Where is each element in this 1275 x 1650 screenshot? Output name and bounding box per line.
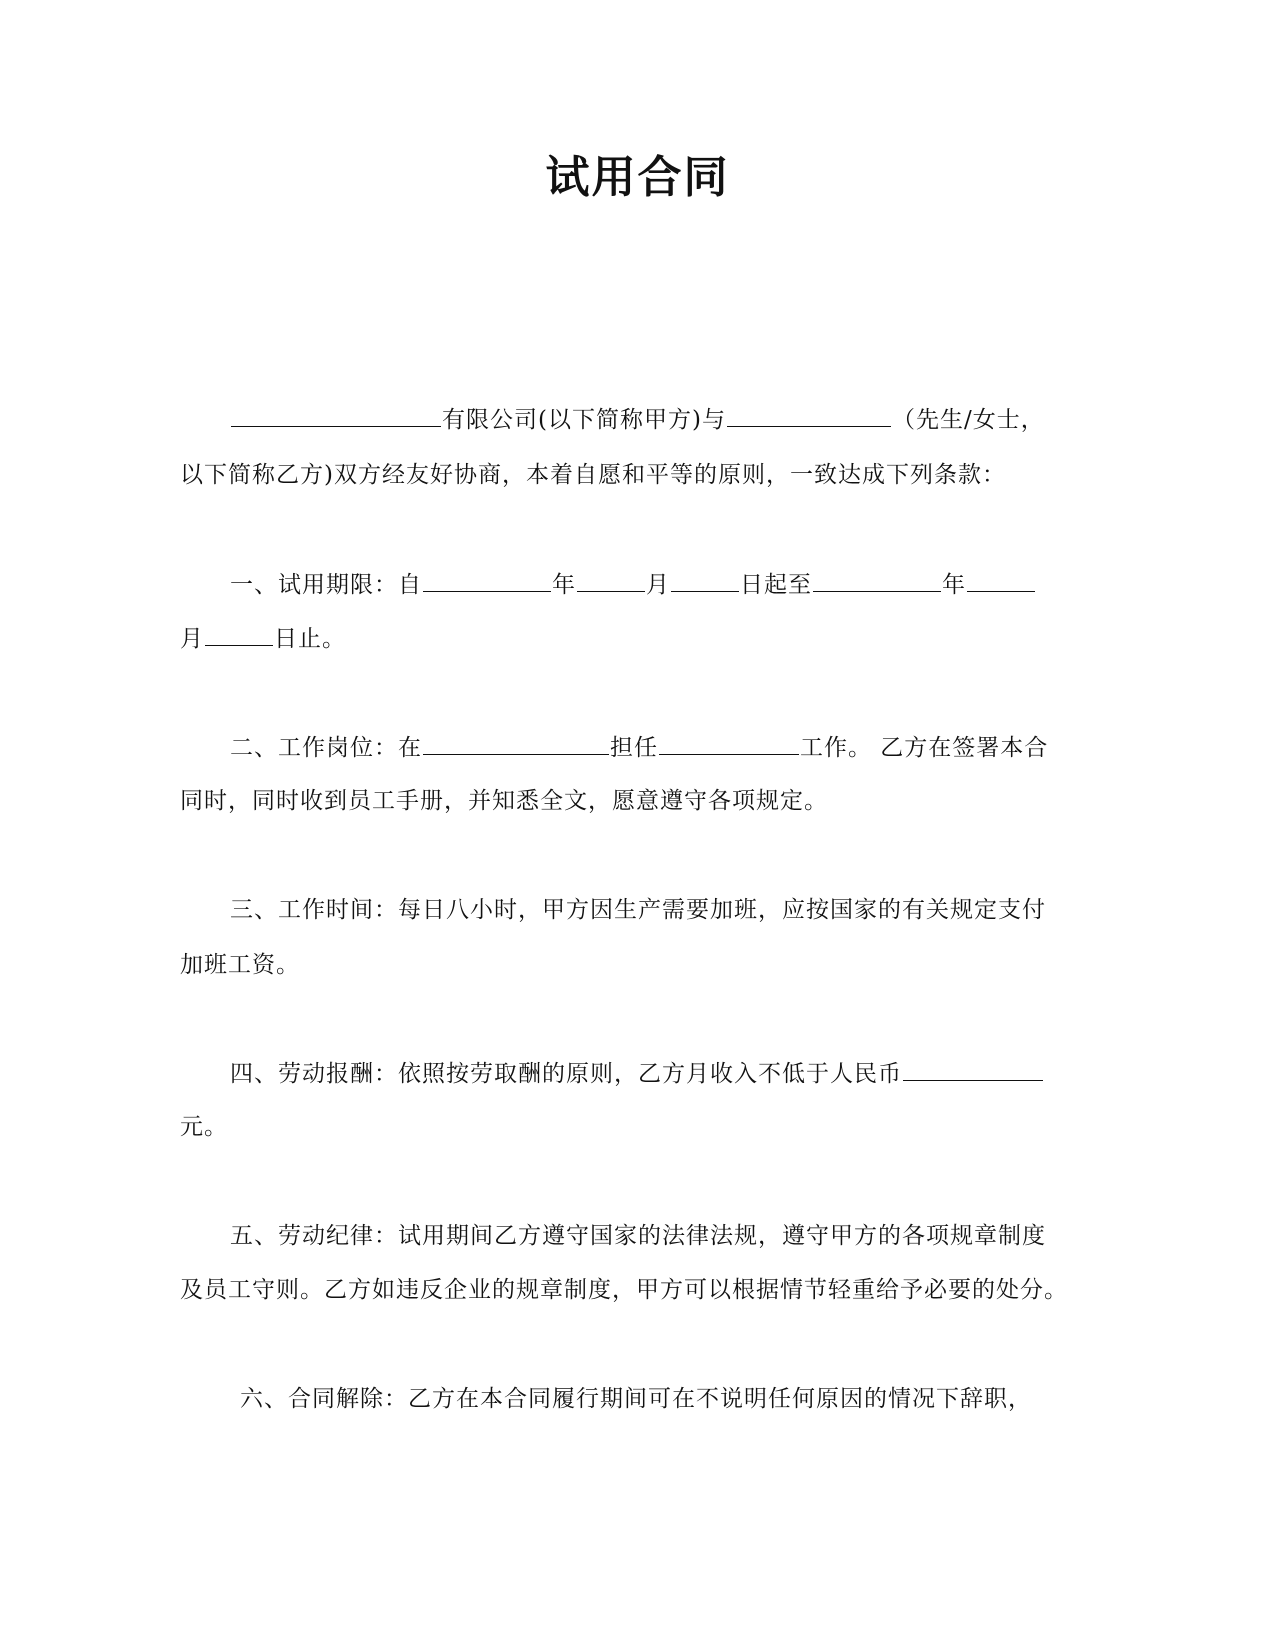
clause-1-line-2 <box>180 623 346 654</box>
clause-4-line-2: 元。 <box>180 1114 228 1140</box>
start-day-blank <box>671 569 739 592</box>
month-label-2: 月 <box>180 626 204 652</box>
clause-2-line-2: 同时，同时收到员工手册，并知悉全文，愿意遵守各项规定。 <box>180 788 828 814</box>
company-name-blank <box>231 404 441 427</box>
intro-line-1 <box>230 404 1045 435</box>
end-label: 日止。 <box>274 626 346 652</box>
end-month-blank-prefix <box>967 569 1035 592</box>
clause-4-line-1 <box>230 1058 1044 1089</box>
clause-1-label: 一、试用期限：自 <box>230 572 422 598</box>
department-blank <box>423 732 609 755</box>
start-month-blank <box>577 569 645 592</box>
intro-text-b: （先生/女士， <box>891 407 1045 433</box>
day-to-label: 日起至 <box>740 572 812 598</box>
clause-2-line-1 <box>230 732 1048 763</box>
clause-5-line-2: 及员工守则。乙方如违反企业的规章制度，甲方可以根据情节轻重给予必要的处分。 <box>180 1277 1068 1303</box>
intro-line-2: 以下简称乙方)双方经友好协商，本着自愿和平等的原则，一致达成下列条款： <box>180 462 1006 488</box>
employee-name-blank <box>727 404 891 427</box>
salary-blank <box>903 1058 1043 1081</box>
position-blank <box>659 732 799 755</box>
clause-3-line-2: 加班工资。 <box>180 952 300 978</box>
end-day-blank <box>205 623 273 646</box>
clause-4-text: 四、劳动报酬：依照按劳取酬的原则，乙方月收入不低于人民币 <box>230 1061 902 1087</box>
position-label: 担任 <box>610 735 658 761</box>
start-year-blank <box>423 569 551 592</box>
end-year-blank <box>813 569 941 592</box>
clause-1-line-1 <box>230 569 1036 600</box>
clause-2-tail: 工作。 乙方在签署本合 <box>800 735 1049 761</box>
document-title: 试用合同 <box>545 152 730 203</box>
year-label-2: 年 <box>942 572 966 598</box>
clause-2-label: 二、工作岗位：在 <box>230 735 422 761</box>
month-label: 月 <box>646 572 670 598</box>
year-label: 年 <box>552 572 576 598</box>
intro-text-a: 有限公司(以下简称甲方)与 <box>442 407 726 433</box>
clause-6-line-1: 六、合同解除：乙方在本合同履行期间可在不说明任何原因的情况下辞职， <box>240 1386 1032 1412</box>
clause-3-line-1: 三、工作时间：每日八小时，甲方因生产需要加班，应按国家的有关规定支付 <box>230 897 1046 923</box>
clause-5-line-1: 五、劳动纪律：试用期间乙方遵守国家的法律法规，遵守甲方的各项规章制度 <box>230 1223 1046 1249</box>
